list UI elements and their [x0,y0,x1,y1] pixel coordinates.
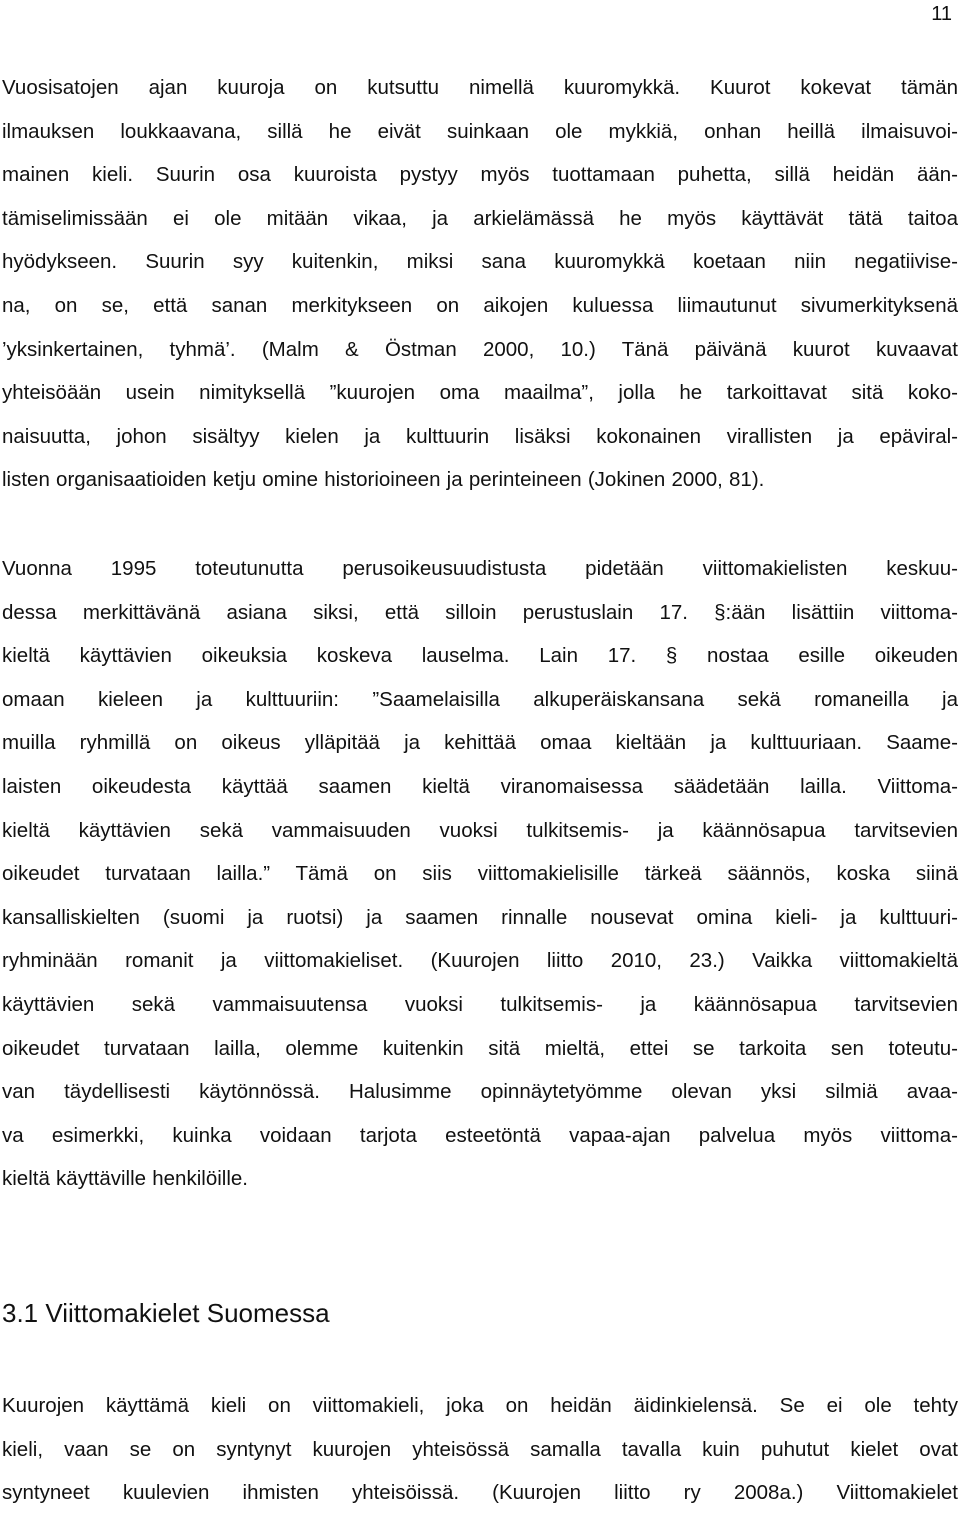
text-line: kieltä käyttävien sekä vammaisuuden vuoksi tulkitsemis- ja käännösapua tarvitsevien [2,818,958,842]
paragraph-kuuromykka [2,66,958,502]
text-line: Kuurojen käyttämä kieli on viittomakieli, joka on heidän äidinkielensä. Se ei ole tehty [2,1394,958,1417]
text-line: naisuutta, johon sisältyy kielen ja kulttuurin lisäksi kokonainen virallisten ja epäviral- [2,424,958,448]
paragraph-perusoikeusuudistus [2,547,958,1201]
text-line: laisten oikeudesta käyttää saamen kieltä viranomaisessa säädetään lailla. Viittoma- [2,774,958,798]
text-line: hyödykseen. Suurin syy kuitenkin, miksi sana kuuromykkä koetaan niin negatiivise- [2,250,958,274]
text-line: na, on se, että sanan merkitykseen on aikojen kuluessa liimautunut sivumerkityksenä [2,293,958,317]
text-line: syntyneet kuulevien ihmisten yhteisöissä. (Kuurojen liitto ry 2008a.) Viittomakielet [2,1481,958,1505]
text-line: ilmauksen loukkaavana, sillä he eivät suinkaan ole mykkiä, onhan heillä ilmaisuvoi- [2,119,958,143]
text-line: kieltä käyttävien oikeuksia koskeva lauselma. Lain 17. § nostaa esille oikeuden [2,644,958,668]
text-line: omaan kieleen ja kulttuuriin: ”Saamelaisilla alkuperäiskansana sekä romaneilla ja [2,687,958,711]
text-line: ’yksinkertainen, tyhmä’. (Malm & Östman 2000, 10.) Tänä päivänä kuurot kuvaavat [2,337,958,361]
text-line: muilla ryhmillä on oikeus ylläpitää ja kehittää omaa kieltään ja kulttuuriaan. Saame- [2,731,958,755]
text-line: oikeudet turvataan lailla.” Tämä on siis viittomakielisille tärkeä säännös, koska siinä [2,862,958,886]
text-line: listen organisaatioiden ketju omine historioineen ja perinteineen (Jokinen 2000, 81). [2,468,765,492]
text-line: dessa merkittävänä asiana siksi, että silloin perustuslain 17. §:ään lisättiin viittoma- [2,600,958,624]
text-line: va esimerkki, kuinka voidaan tarjota esteetöntä vapaa-ajan palvelua myös viittoma- [2,1123,958,1147]
text-line: van täydellisesti käytönnössä. Halusimme opinnäytetyömme olevan yksi silmiä avaa- [2,1080,958,1104]
text-line: Vuosisatojen ajan kuuroja on kutsuttu nimellä kuuromykkä. Kuurot kokevat tämän [2,76,958,99]
text-line: ryhminään romanit ja viittomakieliset. (Kuurojen liitto 2010, 23.) Vaikka viittomakieltä [2,949,958,973]
text-line: tämiselimissään ei ole mitään vikaa, ja arkielämässä he myös käyttävät tätä taitoa [2,206,958,230]
text-line: mainen kieli. Suurin osa kuuroista pystyy myös tuottamaan puhetta, sillä heidän ään- [2,163,958,187]
text-line: yhteisöään usein nimityksellä ”kuurojen oma maailma”, jolla he tarkoittavat sitä koko- [2,381,958,405]
page-number: 11 [931,3,952,25]
section-heading: 3.1 Viittomakielet Suomessa [2,1298,330,1328]
text-line: kieli, vaan se on syntynyt kuurojen yhteisössä samalla tavalla kuin puhutut kielet ovat [2,1437,958,1461]
paragraph-viittomakieli [2,1384,958,1515]
text-line: käyttävien sekä vammaisuutensa vuoksi tulkitsemis- ja käännösapua tarvitsevien [2,992,958,1016]
text-line: oikeudet turvataan lailla, olemme kuitenkin sitä mieltä, ettei se tarkoita sen toteutu- [2,1036,958,1060]
text-line: kansalliskielten (suomi ja ruotsi) ja saamen rinnalle nousevat omina kieli- ja kulttuuri- [2,905,958,929]
text-line: Vuonna 1995 toteutunutta perusoikeusuudistusta pidetään viittomakielisten keskuu- [2,557,958,580]
text-line: kieltä käyttäville henkilöille. [2,1167,248,1191]
